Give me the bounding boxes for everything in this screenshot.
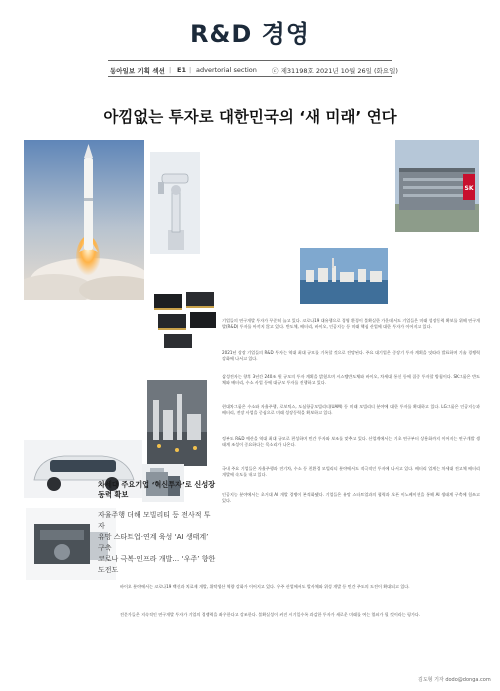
article-paragraph: 인공지능 분야에서는 초거대 AI 개발 경쟁이 본격화됐다. 기업들은 유망 스타트업과의 협력과 오픈 이노베이션을 통해 AI 생태계 구축에 힘쓰고 있다. [222,492,480,504]
sidebar-line: 유망 스타트업·연계 육성 ‘AI 생태계’ 구축 [98,533,209,552]
sidebar-title: 차세대 주요기업 ‘혁신투자’로 신성장동력 확보 [98,480,216,499]
section-masthead: R&D 경영 [189,20,311,48]
article-paragraph: 기업들의 연구개발 투자가 꾸준히 늘고 있다. 코로나19 대유행으로 경영 환경이 불확실한 가운데서도 기업들은 미래 성장동력 확보를 위해 연구개발(R&D) 투자를 아끼지 않고 있다. 반도체, 배터리, 바이오, 인공지능 등 미래 핵심 산업에 대한 투자가 이어지고 있다. [222,318,480,330]
article-paragraph: 정부도 R&D 예산을 역대 최대 규모로 편성하며 민간 투자와 보조를 맞추고 있다. 산업계에서는 기초 연구부터 상용화까지 이어지는 연구개발 생태계 조성이 중요하다는 목소리가 나온다. [222,436,480,448]
article-paragraph: 국내 주요 기업들은 자율주행과 전기차, 수소 등 친환경 모빌리티 분야에서도 적극적인 투자에 나서고 있다. 배터리 업계는 차세대 전고체 배터리 개발에 속도를 내고 있다. [222,466,480,478]
main-headline: 아낌없는 투자로 대한민국의 ‘새 미래’ 연다 [103,108,397,126]
edition-info: ⓒ 제31198호 2021년 10월 26일 (화요일) [272,67,398,75]
robot-arm-photo [150,152,200,254]
section-label: 동아일보 기획 섹션 [110,67,165,75]
masthead-rule-top [108,60,392,61]
reporter-credit: 김도형 기자 dodo@donga.com [418,677,491,683]
refinery-plant-photo [147,380,207,466]
petrochemical-complex-photo [300,248,388,304]
sidebar-line: 코로나 극복·인프라 개발… ‘우주’ 향한 도전도 [98,555,216,574]
article-paragraph: 2021년 상장 기업들의 R&D 투자는 역대 최대 규모를 기록할 것으로 전망된다. 주요 대기업은 중장기 투자 계획을 잇따라 발표하며 기술 경쟁력 강화에 나서고 있다. [222,350,480,362]
section-type: advertorial section [196,66,257,74]
article-paragraph: 바이오 분야에서는 코로나19 백신과 치료제 개발, 위탁생산 역량 강화가 이어지고 있다. 우주 산업에서도 발사체와 위성 개발 등 민간 주도의 도전이 확대되고 있다. [120,584,410,589]
article-paragraph: 현대차그룹은 수소와 자율주행, 로보틱스, 도심항공모빌리티(UAM) 등 미래 모빌리티 분야에 대한 투자를 확대하고 있다. LG그룹은 인공지능과 배터리, 전장 사업을 중심으로 미래 성장동력을 확보하고 있다. [222,404,480,416]
memory-chips-photo [150,288,220,352]
factory-building-photo [395,140,479,232]
article-paragraph: 삼성전자는 향후 3년간 240조 원 규모의 투자 계획을 밝혔으며 시스템반도체와 바이오, 차세대 통신 등에 집중 투자할 방침이다. SK그룹은 반도체와 배터리, 수소 사업 등에 대규모 투자를 진행하고 있다. [222,374,480,386]
sidebar-line: 자율주행 더해 모빌리티 등 전사적 투자 [98,511,211,530]
svg-text:SK: SK [464,185,474,192]
page-number: E1 [177,66,186,74]
rocket-launch-photo [24,140,144,300]
meta-divider-2: | [189,66,192,74]
meta-divider: | [169,66,172,74]
masthead-rule-bottom [108,76,392,77]
article-paragraph: 전문가들은 지속적인 연구개발 투자가 기업의 경쟁력을 좌우한다고 강조한다. 불확실성이 커진 시기일수록 과감한 투자가 새로운 미래를 여는 열쇠가 될 것이라는 평가다. [120,612,421,617]
